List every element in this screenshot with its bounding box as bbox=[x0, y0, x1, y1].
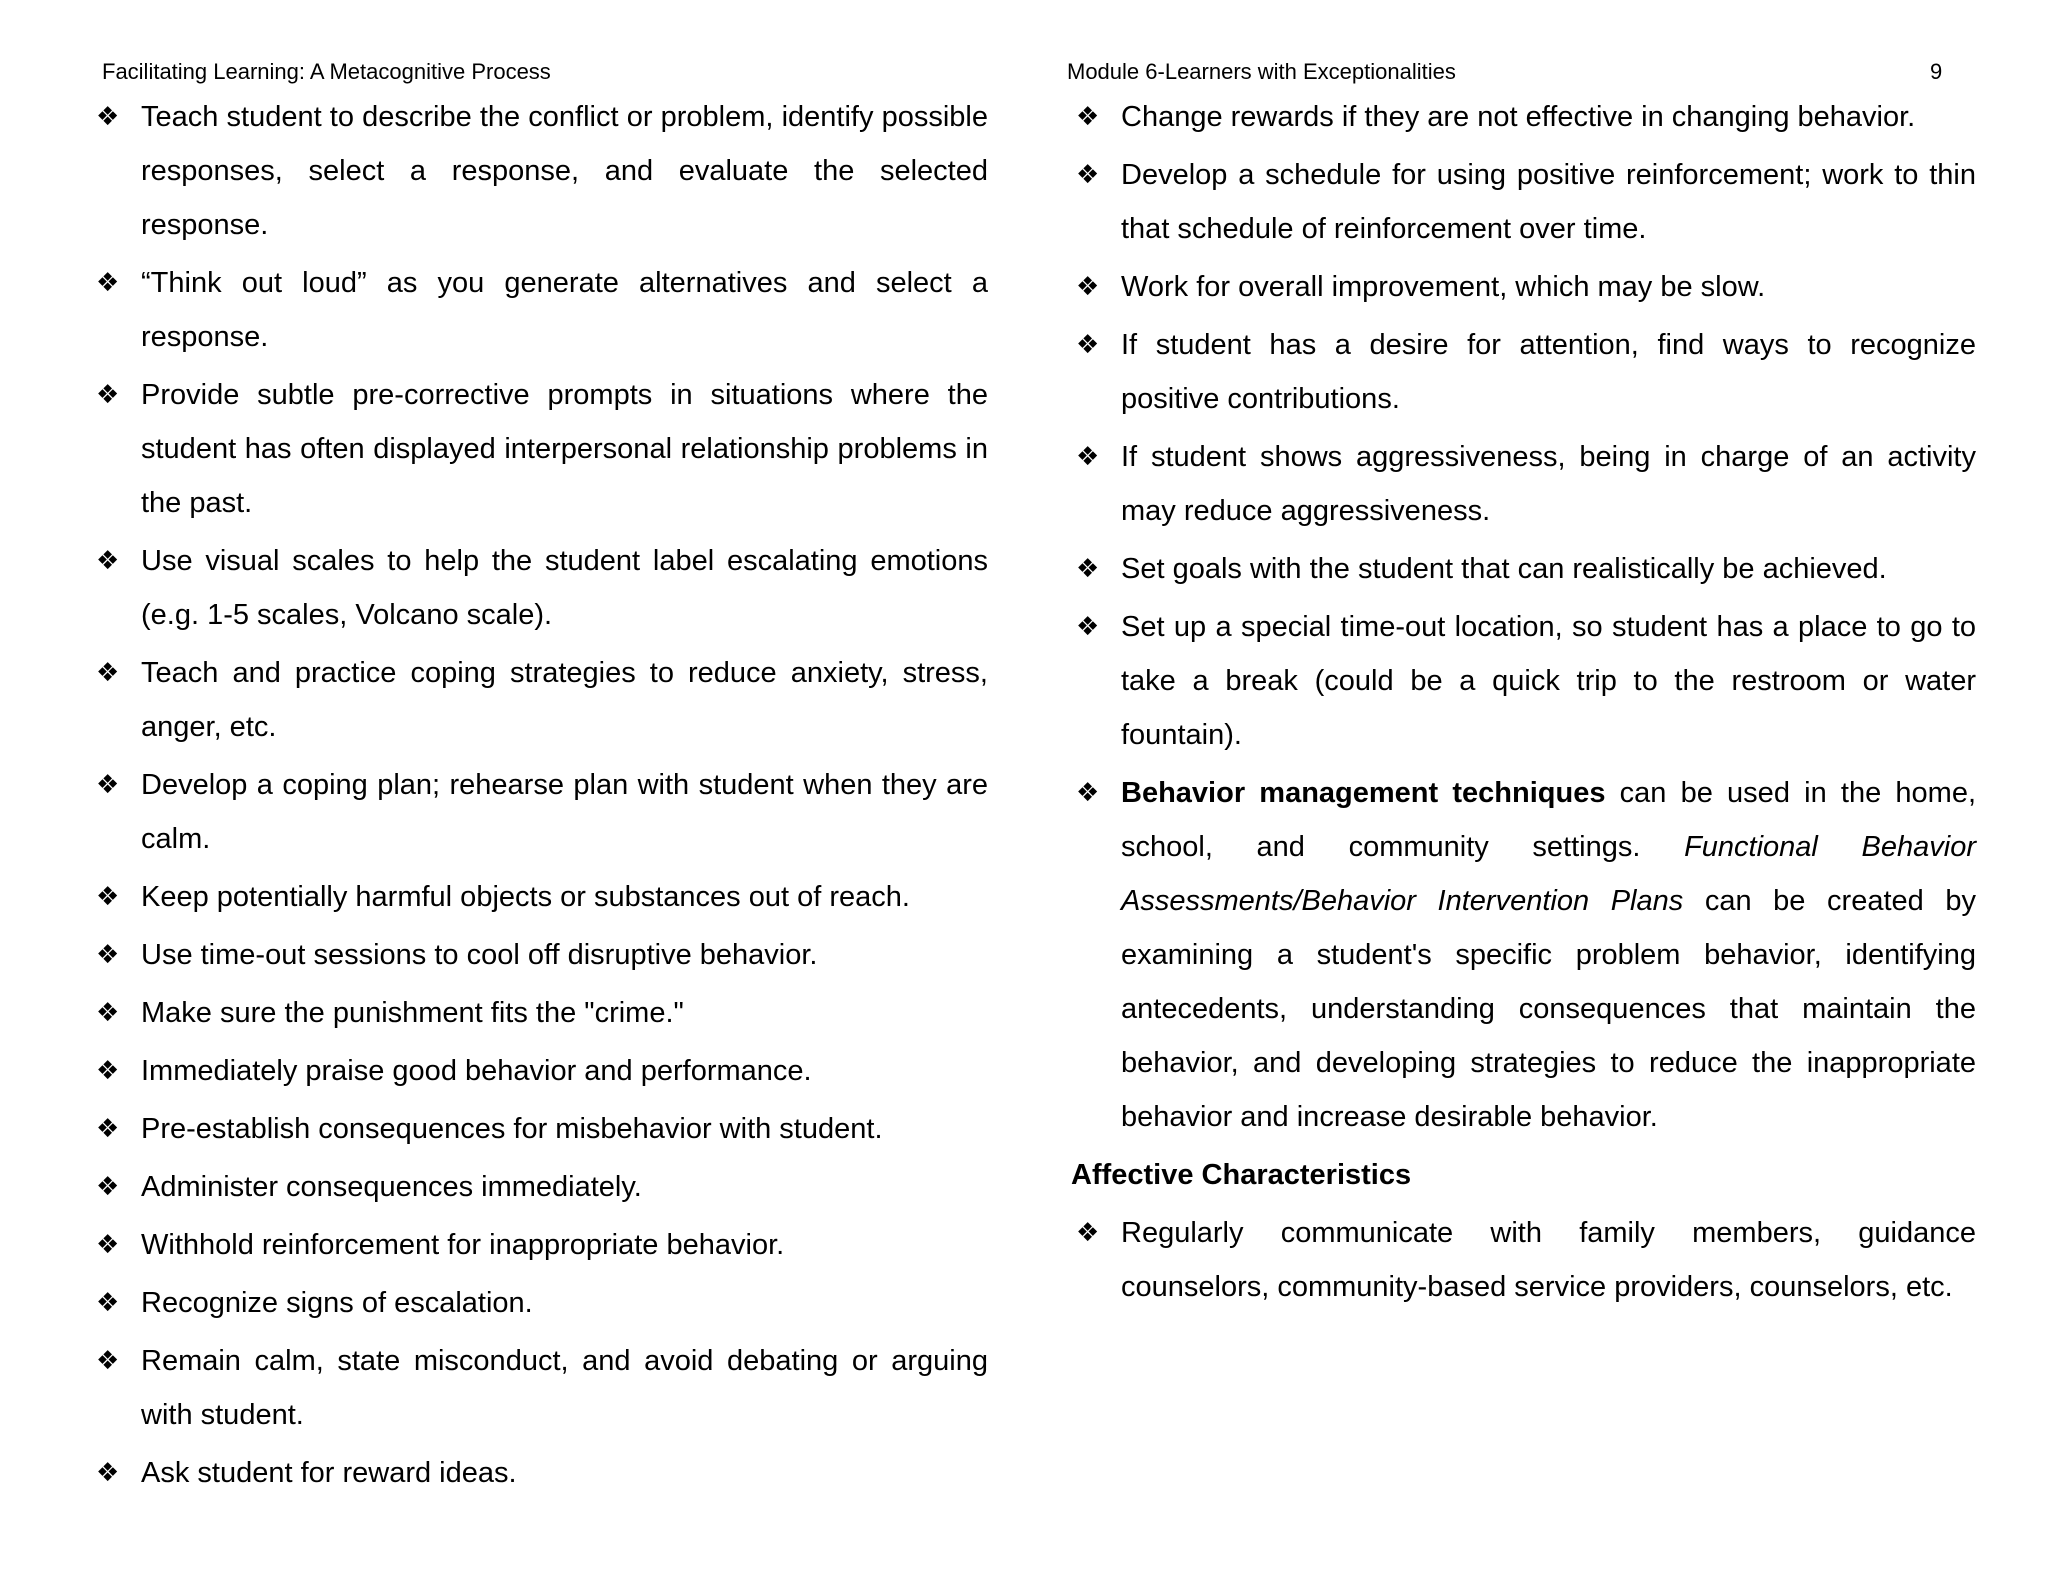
fba-bip-term: Functional Behavior Assessments/Behavior Intervention Plans bbox=[1121, 831, 1976, 917]
bullet-icon: ❖ bbox=[96, 1172, 120, 1202]
list-item-text: Teach student to describe the conflict or problem, identify possible responses, select a response, and evaluate the selected response. bbox=[141, 101, 988, 241]
list-item bbox=[96, 1276, 988, 1330]
bullet-icon: ❖ bbox=[96, 998, 120, 1028]
list-item bbox=[96, 534, 988, 642]
list-item bbox=[96, 90, 988, 252]
list-item-text: If student has a desire for attention, find ways to recognize positive contributions. bbox=[1121, 329, 1976, 415]
affective-bullet-list bbox=[1076, 1206, 1976, 1314]
list-item bbox=[96, 1218, 988, 1272]
list-item bbox=[1076, 148, 1976, 256]
list-item bbox=[1076, 1206, 1976, 1314]
right-column bbox=[1071, 90, 1977, 1318]
bullet-icon: ❖ bbox=[96, 1346, 120, 1376]
list-item-text: Immediately praise good behavior and performance. bbox=[141, 1055, 812, 1087]
list-item-text: Keep potentially harmful objects or substances out of reach. bbox=[141, 881, 910, 913]
list-item-text: If student shows aggressiveness, being in charge of an activity may reduce aggressiveness. bbox=[1121, 441, 1976, 527]
list-item bbox=[1076, 260, 1976, 314]
bullet-icon: ❖ bbox=[1076, 612, 1100, 642]
bullet-icon: ❖ bbox=[1076, 554, 1100, 584]
list-item bbox=[96, 1446, 988, 1500]
header-left-title: Facilitating Learning: A Metacognitive Process bbox=[102, 59, 551, 84]
bullet-icon: ❖ bbox=[96, 1056, 120, 1086]
list-item-text: Regularly communicate with family members, guidance counselors, community-based service providers, counselors, etc. bbox=[1121, 1217, 1976, 1303]
bullet-icon: ❖ bbox=[1076, 778, 1100, 808]
list-item bbox=[96, 986, 988, 1040]
bullet-icon: ❖ bbox=[96, 546, 120, 576]
list-item-text: Make sure the punishment fits the "crime." bbox=[141, 997, 684, 1029]
left-bullet-list bbox=[96, 90, 988, 1500]
bullet-icon: ❖ bbox=[96, 1230, 120, 1260]
list-item-text: Provide subtle pre-corrective prompts in situations where the student has often displayed interpersonal relationship problems in the past. bbox=[141, 379, 988, 519]
list-item bbox=[96, 368, 988, 530]
list-item-text: Set up a special time-out location, so student has a place to go to take a break (could be a quick trip to the restroom or water fountain). bbox=[1121, 611, 1976, 751]
bullet-icon: ❖ bbox=[96, 882, 120, 912]
list-item bbox=[1076, 318, 1976, 426]
section-heading-affective: Affective Characteristics bbox=[1071, 1159, 1412, 1191]
list-item-text: Use visual scales to help the student label escalating emotions (e.g. 1-5 scales, Volcano scale). bbox=[141, 545, 988, 631]
list-item-text: Set goals with the student that can realistically be achieved. bbox=[1121, 553, 1887, 585]
list-item bbox=[96, 870, 988, 924]
bullet-icon: ❖ bbox=[96, 770, 120, 800]
list-item bbox=[96, 1160, 988, 1214]
list-item-text: Use time-out sessions to cool off disruptive behavior. bbox=[141, 939, 818, 971]
list-item bbox=[1076, 430, 1976, 538]
list-item bbox=[96, 1102, 988, 1156]
list-item-text: Administer consequences immediately. bbox=[141, 1171, 642, 1203]
behavior-management-text-2: can be created by examining a student's specific problem behavior, identifying antecedents, understanding consequences that maintain the behavior, and developing strategies to reduce the inappropriate behavior and increase desirable behavior. bbox=[1121, 885, 1976, 1133]
bullet-icon: ❖ bbox=[1076, 160, 1100, 190]
list-item bbox=[96, 256, 988, 364]
bullet-icon: ❖ bbox=[96, 268, 120, 298]
list-item bbox=[96, 758, 988, 866]
bullet-icon: ❖ bbox=[1076, 442, 1100, 472]
list-item bbox=[96, 646, 988, 754]
header-right-title: Module 6-Learners with Exceptionalities bbox=[1067, 59, 1456, 84]
list-item-text: Work for overall improvement, which may be slow. bbox=[1121, 271, 1766, 303]
right-bullet-list bbox=[1076, 90, 1976, 1144]
list-item-text: Pre-establish consequences for misbehavior with student. bbox=[141, 1113, 883, 1145]
bullet-icon: ❖ bbox=[96, 380, 120, 410]
list-item bbox=[1076, 542, 1976, 596]
list-item-text: Change rewards if they are not effective in changing behavior. bbox=[1121, 101, 1916, 133]
page-number: 9 bbox=[1930, 59, 1943, 84]
list-item bbox=[96, 928, 988, 982]
list-item bbox=[96, 1334, 988, 1442]
list-item-text: Withhold reinforcement for inappropriate behavior. bbox=[141, 1229, 785, 1261]
bullet-icon: ❖ bbox=[1076, 1218, 1100, 1248]
bullet-icon: ❖ bbox=[96, 1114, 120, 1144]
bullet-icon: ❖ bbox=[1076, 330, 1100, 360]
bullet-icon: ❖ bbox=[96, 102, 120, 132]
list-item bbox=[1076, 90, 1976, 144]
list-item-text: Develop a schedule for using positive reinforcement; work to thin that schedule of reinforcement over time. bbox=[1121, 159, 1976, 245]
list-item bbox=[96, 1044, 988, 1098]
list-item-text: Ask student for reward ideas. bbox=[141, 1457, 517, 1489]
list-item-text: Develop a coping plan; rehearse plan with student when they are calm. bbox=[141, 769, 988, 855]
bullet-icon: ❖ bbox=[1076, 102, 1100, 132]
list-item bbox=[1076, 600, 1976, 762]
behavior-management-item bbox=[1076, 766, 1976, 1144]
behavior-management-lead: Behavior management techniques bbox=[1121, 777, 1606, 809]
bullet-icon: ❖ bbox=[96, 1458, 120, 1488]
bullet-icon: ❖ bbox=[96, 940, 120, 970]
bullet-icon: ❖ bbox=[96, 1288, 120, 1318]
list-item-text: Recognize signs of escalation. bbox=[141, 1287, 533, 1319]
left-column bbox=[96, 90, 988, 1504]
behavior-management-text-1: can be used in the home, school, and community settings. bbox=[1121, 777, 1977, 863]
list-item-text: Remain calm, state misconduct, and avoid debating or arguing with student. bbox=[141, 1345, 988, 1431]
bullet-icon: ❖ bbox=[1076, 272, 1100, 302]
list-item-text: “Think out loud” as you generate alternatives and select a response. bbox=[141, 267, 988, 353]
list-item-text: Teach and practice coping strategies to reduce anxiety, stress, anger, etc. bbox=[141, 657, 988, 743]
bullet-icon: ❖ bbox=[96, 658, 120, 688]
